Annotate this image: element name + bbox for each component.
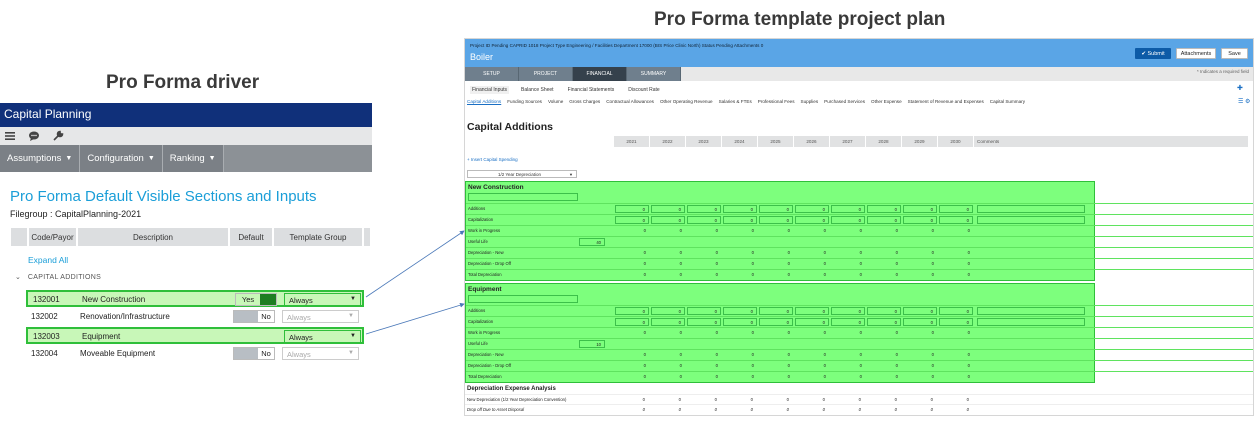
attachments-button[interactable]: Attachments bbox=[1176, 48, 1216, 59]
value-input[interactable]: 0 bbox=[687, 205, 721, 213]
value-cell: 0 bbox=[787, 374, 790, 379]
value-cell: 0 bbox=[931, 374, 934, 379]
value-input[interactable]: 0 bbox=[831, 307, 865, 315]
tab-project[interactable]: PROJECT bbox=[519, 67, 573, 81]
value-cell: 0 bbox=[858, 407, 861, 412]
add-icon[interactable]: ✚ bbox=[1237, 85, 1243, 92]
value-cell: 0 bbox=[751, 250, 754, 255]
value-cell: 0 bbox=[787, 250, 790, 255]
value-cell: 0 bbox=[895, 272, 898, 277]
grid-row bbox=[466, 258, 1254, 269]
value-input[interactable]: 0 bbox=[651, 205, 685, 213]
analysis-row bbox=[465, 404, 1254, 414]
year-header bbox=[614, 136, 1249, 147]
value-cell: 0 bbox=[751, 363, 754, 368]
value-cell: 0 bbox=[786, 407, 789, 412]
arrow-new-construction bbox=[366, 231, 464, 297]
section-link[interactable]: Supplies bbox=[800, 99, 819, 104]
value-cell: 0 bbox=[643, 272, 646, 277]
year-col: 2024 bbox=[722, 136, 758, 147]
value-cell: 0 bbox=[859, 363, 862, 368]
value-cell: 0 bbox=[751, 272, 754, 277]
value-cell: 0 bbox=[967, 250, 970, 255]
row-label: Capitalization bbox=[468, 217, 494, 222]
comment-input[interactable] bbox=[977, 318, 1085, 326]
row-description: Renovation/Infrastructure bbox=[80, 312, 170, 321]
section-link[interactable]: Salaries & FTEs bbox=[718, 99, 752, 104]
grid-row bbox=[466, 316, 1254, 327]
value-cell: 0 bbox=[967, 272, 970, 277]
table-row bbox=[26, 346, 364, 363]
section-link[interactable]: Purchased Services bbox=[824, 99, 866, 104]
analysis-label: New Depreciation (1/2 Year Depreciation Convention) bbox=[467, 397, 567, 402]
value-cell: 0 bbox=[787, 228, 790, 233]
value-cell: 0 bbox=[930, 407, 933, 412]
value-cell: 0 bbox=[823, 261, 826, 266]
value-cell: 0 bbox=[823, 330, 826, 335]
template-group-select[interactable]: Always ▼ bbox=[282, 310, 359, 323]
menu-configuration[interactable]: Configuration ▼ bbox=[80, 145, 162, 172]
save-button[interactable]: Save bbox=[1221, 48, 1248, 59]
section-link[interactable]: Volume bbox=[547, 99, 564, 104]
value-cell: 0 bbox=[643, 250, 646, 255]
app-toolbar bbox=[0, 127, 372, 145]
list-icon[interactable]: ☰ ⚙ bbox=[1238, 99, 1251, 105]
value-input[interactable]: 0 bbox=[651, 216, 685, 224]
section-link[interactable]: Capital Summary bbox=[989, 99, 1026, 104]
check-icon: ✔ bbox=[1141, 50, 1148, 57]
header-code: Code/Payor bbox=[29, 228, 78, 246]
value-input[interactable]: 0 bbox=[687, 307, 721, 315]
value-input[interactable]: 0 bbox=[795, 216, 829, 224]
row-code: 132004 bbox=[31, 349, 58, 358]
depreciation-analysis-title: Depreciation Expense Analysis bbox=[467, 386, 556, 392]
value-input[interactable]: 0 bbox=[867, 205, 901, 213]
value-cell: 0 bbox=[930, 397, 933, 402]
grid-row bbox=[466, 225, 1254, 236]
value-cell: 0 bbox=[751, 261, 754, 266]
value-cell: 0 bbox=[894, 397, 897, 402]
dropdown-arrow-icon: ▼ bbox=[350, 333, 356, 339]
value-input[interactable]: 0 bbox=[795, 205, 829, 213]
value-cell: 0 bbox=[787, 363, 790, 368]
value-cell: 0 bbox=[715, 363, 718, 368]
default-toggle[interactable]: No bbox=[233, 310, 275, 323]
main-menu-bar bbox=[0, 145, 372, 172]
section-link[interactable]: Capital Additions bbox=[467, 99, 502, 104]
value-input[interactable]: 0 bbox=[759, 216, 793, 224]
value-cell: 0 bbox=[859, 261, 862, 266]
tab-financial[interactable]: FINANCIAL bbox=[573, 67, 627, 81]
value-input[interactable]: 0 bbox=[903, 216, 937, 224]
template-group-select[interactable]: Always ▼ bbox=[282, 347, 359, 360]
value-cell: 0 bbox=[751, 330, 754, 335]
value-cell: 0 bbox=[823, 250, 826, 255]
project-name: Boiler bbox=[470, 52, 494, 62]
chevron-down-icon: ⌄ bbox=[15, 274, 22, 281]
caret-down-icon: ▼ bbox=[147, 155, 155, 162]
value-cell: 0 bbox=[895, 330, 898, 335]
value-cell: 0 bbox=[715, 250, 718, 255]
row-label: Additions bbox=[468, 308, 486, 313]
value-input[interactable]: 0 bbox=[795, 318, 829, 326]
value-cell: 0 bbox=[750, 397, 753, 402]
comment-input[interactable] bbox=[977, 216, 1085, 224]
row-label: Depreciation - Drop Off bbox=[468, 261, 511, 266]
header-default: Default bbox=[230, 228, 274, 246]
value-cell: 0 bbox=[715, 261, 718, 266]
block-name-input[interactable] bbox=[468, 193, 578, 201]
row-code: 132001 bbox=[33, 295, 60, 304]
row-code: 132003 bbox=[33, 332, 60, 341]
caret-down-icon: ▼ bbox=[65, 155, 73, 162]
value-cell: 0 bbox=[967, 363, 970, 368]
year-col: 2030 bbox=[938, 136, 974, 147]
value-cell: 0 bbox=[967, 330, 970, 335]
app-title: Capital Planning bbox=[4, 107, 92, 121]
value-cell: 0 bbox=[931, 352, 934, 357]
value-input[interactable]: 0 bbox=[687, 216, 721, 224]
dropdown-arrow-icon: ▼ bbox=[348, 313, 354, 319]
value-cell: 0 bbox=[751, 228, 754, 233]
grid-row bbox=[466, 349, 1254, 360]
value-cell: 0 bbox=[751, 374, 754, 379]
value-cell: 0 bbox=[895, 228, 898, 233]
row-description: New Construction bbox=[82, 295, 146, 304]
value-cell: 0 bbox=[967, 374, 970, 379]
table-row bbox=[26, 290, 364, 307]
value-cell: 0 bbox=[715, 330, 718, 335]
menu-assumptions[interactable]: Assumptions ▼ bbox=[0, 145, 80, 172]
comments-col: Comments bbox=[974, 136, 1249, 147]
value-input[interactable]: 0 bbox=[615, 205, 649, 213]
value-cell: 0 bbox=[823, 374, 826, 379]
value-input[interactable]: 0 bbox=[939, 205, 973, 213]
value-input[interactable]: 0 bbox=[615, 307, 649, 315]
value-cell: 0 bbox=[643, 330, 646, 335]
subtab-discount-rate[interactable]: Discount Rate bbox=[628, 87, 660, 93]
grid-row bbox=[466, 203, 1254, 214]
filegroup-label: Filegroup : CapitalPlanning-2021 bbox=[10, 209, 142, 219]
value-cell: 0 bbox=[679, 363, 682, 368]
value-cell: 0 bbox=[679, 261, 682, 266]
year-col: 2021 bbox=[614, 136, 650, 147]
template-panel-title: Pro Forma template project plan bbox=[654, 9, 946, 30]
value-cell: 0 bbox=[895, 261, 898, 266]
value-input[interactable]: 0 bbox=[939, 216, 973, 224]
value-input[interactable]: 0 bbox=[831, 318, 865, 326]
value-cell: 0 bbox=[643, 261, 646, 266]
value-input[interactable]: 0 bbox=[903, 205, 937, 213]
insert-capital-spending-link[interactable]: + Insert Capital Spending bbox=[467, 157, 518, 162]
value-input[interactable]: 0 bbox=[831, 216, 865, 224]
value-input[interactable]: 0 bbox=[651, 307, 685, 315]
value-cell: 0 bbox=[966, 407, 969, 412]
row-label: Useful Life bbox=[468, 341, 488, 346]
value-cell: 0 bbox=[859, 272, 862, 277]
value-cell: 0 bbox=[931, 228, 934, 233]
header-description: Description bbox=[78, 228, 230, 246]
grid-row bbox=[466, 360, 1254, 371]
value-cell: 0 bbox=[715, 374, 718, 379]
value-cell: 0 bbox=[715, 352, 718, 357]
chat-icon[interactable] bbox=[28, 130, 40, 142]
value-cell: 0 bbox=[678, 407, 681, 412]
value-cell: 0 bbox=[858, 397, 861, 402]
row-description: Equipment bbox=[82, 332, 121, 341]
row-label: Useful Life bbox=[468, 239, 488, 244]
row-label: Capitalization bbox=[468, 319, 494, 324]
value-input[interactable]: 0 bbox=[867, 216, 901, 224]
value-cell: 0 bbox=[786, 397, 789, 402]
main-tabs bbox=[465, 67, 1254, 81]
value-cell: 0 bbox=[822, 397, 825, 402]
comment-input[interactable] bbox=[977, 307, 1085, 315]
value-input[interactable]: 0 bbox=[723, 307, 757, 315]
year-col: 2029 bbox=[902, 136, 938, 147]
value-cell: 0 bbox=[643, 352, 646, 357]
value-input[interactable]: 0 bbox=[687, 318, 721, 326]
value-cell: 0 bbox=[751, 352, 754, 357]
grid-row bbox=[466, 327, 1254, 338]
row-label: Depreciation - Drop Off bbox=[468, 363, 511, 368]
caret-down-icon: ▼ bbox=[208, 155, 216, 162]
table-row bbox=[26, 309, 364, 326]
grid-row bbox=[466, 371, 1254, 382]
section-link[interactable]: Statement of Revenue and Expenses bbox=[907, 99, 984, 104]
expand-all-link[interactable]: Expand All bbox=[28, 255, 69, 265]
section-link[interactable]: Other Expense bbox=[871, 99, 902, 104]
value-input[interactable]: 0 bbox=[615, 216, 649, 224]
value-input[interactable]: 0 bbox=[867, 318, 901, 326]
new-construction-block bbox=[465, 181, 1095, 281]
year-col: 2027 bbox=[830, 136, 866, 147]
grid-row bbox=[466, 269, 1254, 280]
row-label: Depreciation - New bbox=[468, 352, 504, 357]
value-cell: 0 bbox=[678, 397, 681, 402]
tab-summary[interactable]: SUMMARY bbox=[627, 67, 681, 81]
value-cell: 0 bbox=[967, 261, 970, 266]
value-cell: 0 bbox=[643, 363, 646, 368]
submit-button[interactable]: ✔ Submit bbox=[1135, 48, 1171, 59]
value-cell: 0 bbox=[967, 352, 970, 357]
value-cell: 0 bbox=[822, 407, 825, 412]
value-input[interactable]: 0 bbox=[651, 318, 685, 326]
value-cell: 0 bbox=[642, 407, 645, 412]
value-cell: 0 bbox=[895, 374, 898, 379]
value-cell: 0 bbox=[643, 228, 646, 233]
default-toggle[interactable]: No bbox=[233, 347, 275, 360]
value-cell: 0 bbox=[859, 330, 862, 335]
grid-row bbox=[466, 236, 1254, 247]
row-label: Total Depreciation bbox=[468, 374, 502, 379]
value-input[interactable]: 0 bbox=[723, 216, 757, 224]
value-input[interactable]: 0 bbox=[867, 307, 901, 315]
project-header bbox=[465, 39, 1254, 67]
section-link[interactable]: Funding Sources bbox=[507, 99, 542, 104]
row-label: Depreciation - New bbox=[468, 250, 504, 255]
value-cell: 0 bbox=[895, 352, 898, 357]
section-nav bbox=[467, 99, 1025, 104]
dropdown-arrow-icon: ▼ bbox=[348, 350, 354, 356]
grid-row bbox=[466, 338, 1254, 349]
value-cell: 0 bbox=[679, 352, 682, 357]
subtab-financial-inputs[interactable]: Financial Inputs bbox=[472, 87, 508, 93]
value-cell: 0 bbox=[642, 397, 645, 402]
page-heading: Pro Forma Default Visible Sections and Inputs bbox=[10, 188, 317, 205]
year-col: 2028 bbox=[866, 136, 902, 147]
project-meta: Project ID Pending CAPRID 1018 Project Type Engineering / Facilities Department 17000 (BIS Price Clinic North) Status Pending Attachments 0 bbox=[470, 43, 764, 48]
value-cell: 0 bbox=[787, 330, 790, 335]
value-cell: 0 bbox=[679, 228, 682, 233]
dropdown-arrow-icon: ▼ bbox=[350, 296, 356, 302]
section-link[interactable]: Other Operating Revenue bbox=[659, 99, 713, 104]
value-cell: 0 bbox=[931, 250, 934, 255]
year-col: 2023 bbox=[686, 136, 722, 147]
block-name-input[interactable] bbox=[468, 295, 578, 303]
value-cell: 0 bbox=[787, 261, 790, 266]
template-group-select[interactable]: Always ▼ bbox=[284, 330, 361, 343]
value-cell: 0 bbox=[643, 374, 646, 379]
project-plan-window bbox=[464, 38, 1254, 416]
value-cell: 0 bbox=[823, 272, 826, 277]
default-toggle[interactable]: Yes bbox=[235, 293, 277, 306]
value-cell: 0 bbox=[679, 374, 682, 379]
value-cell: 0 bbox=[823, 352, 826, 357]
arrow-equipment bbox=[366, 304, 464, 334]
value-cell: 0 bbox=[966, 397, 969, 402]
block-title: Equipment bbox=[468, 286, 502, 293]
value-cell: 0 bbox=[859, 228, 862, 233]
value-cell: 0 bbox=[931, 330, 934, 335]
driver-panel-title: Pro Forma driver bbox=[106, 72, 260, 93]
value-cell: 0 bbox=[859, 352, 862, 357]
value-cell: 0 bbox=[895, 363, 898, 368]
row-label: Work in Progress bbox=[468, 330, 501, 335]
section-heading: Capital Additions bbox=[467, 121, 553, 133]
useful-life-input[interactable]: 40 bbox=[579, 238, 605, 246]
block-title: New Construction bbox=[468, 184, 524, 191]
required-note: * Indicates a required field bbox=[1197, 69, 1250, 74]
year-col: 2022 bbox=[650, 136, 686, 147]
value-input[interactable]: 0 bbox=[723, 318, 757, 326]
value-input[interactable]: 0 bbox=[831, 205, 865, 213]
subtab-balance-sheet[interactable]: Balance Sheet bbox=[521, 87, 554, 93]
value-cell: 0 bbox=[715, 272, 718, 277]
value-cell: 0 bbox=[679, 272, 682, 277]
row-code: 132002 bbox=[31, 312, 58, 321]
value-input[interactable]: 0 bbox=[759, 318, 793, 326]
value-cell: 0 bbox=[967, 228, 970, 233]
value-cell: 0 bbox=[859, 250, 862, 255]
value-cell: 0 bbox=[679, 330, 682, 335]
grid-row bbox=[466, 247, 1254, 258]
value-cell: 0 bbox=[823, 228, 826, 233]
wrench-icon[interactable] bbox=[52, 130, 64, 142]
subtab-financial-statements[interactable]: Financial Statements bbox=[567, 87, 615, 93]
equipment-block bbox=[465, 283, 1095, 383]
value-cell: 0 bbox=[859, 374, 862, 379]
value-input[interactable]: 0 bbox=[795, 307, 829, 315]
year-col: 2025 bbox=[758, 136, 794, 147]
useful-life-input[interactable]: 10 bbox=[579, 340, 605, 348]
dropdown-arrow-icon: ▼ bbox=[569, 172, 573, 177]
menu-ranking[interactable]: Ranking ▼ bbox=[163, 145, 224, 172]
row-label: Additions bbox=[468, 206, 486, 211]
value-cell: 0 bbox=[787, 272, 790, 277]
value-cell: 0 bbox=[823, 363, 826, 368]
value-input[interactable]: 0 bbox=[759, 307, 793, 315]
section-link[interactable]: Professional Fees bbox=[757, 99, 795, 104]
grid-row bbox=[466, 305, 1254, 316]
value-input[interactable]: 0 bbox=[903, 318, 937, 326]
value-input[interactable]: 0 bbox=[615, 318, 649, 326]
value-input[interactable]: 0 bbox=[759, 205, 793, 213]
value-cell: 0 bbox=[750, 407, 753, 412]
value-cell: 0 bbox=[714, 407, 717, 412]
financial-subtabs bbox=[465, 86, 662, 94]
analysis-row bbox=[465, 394, 1254, 404]
row-label: Work in Progress bbox=[468, 228, 501, 233]
analysis-label: Drop off Due to Asset Disposal bbox=[467, 407, 525, 412]
value-input[interactable]: 0 bbox=[723, 205, 757, 213]
table-header bbox=[11, 228, 372, 246]
tab-setup[interactable]: SETUP bbox=[465, 67, 519, 81]
template-group-select[interactable]: Always ▼ bbox=[284, 293, 361, 306]
header-extra bbox=[364, 228, 372, 246]
value-input[interactable]: 0 bbox=[939, 307, 973, 315]
menu-icon[interactable] bbox=[4, 130, 16, 142]
section-link[interactable]: Contractual Allowances bbox=[606, 99, 654, 104]
grid-row bbox=[466, 214, 1254, 225]
value-cell: 0 bbox=[714, 397, 717, 402]
header-spacer bbox=[11, 228, 29, 246]
depreciation-select[interactable]: 1/2 Year Depreciation ▼ bbox=[467, 170, 577, 178]
value-cell: 0 bbox=[679, 250, 682, 255]
value-input[interactable]: 0 bbox=[939, 318, 973, 326]
value-input[interactable]: 0 bbox=[903, 307, 937, 315]
app-title-bar bbox=[0, 103, 372, 127]
row-label: Total Depreciation bbox=[468, 272, 502, 277]
row-description: Moveable Equipment bbox=[80, 349, 156, 358]
table-row bbox=[26, 327, 364, 344]
header-template-group: Template Group bbox=[274, 228, 364, 246]
value-cell: 0 bbox=[931, 272, 934, 277]
value-cell: 0 bbox=[787, 352, 790, 357]
year-col: 2026 bbox=[794, 136, 830, 147]
value-cell: 0 bbox=[715, 228, 718, 233]
value-cell: 0 bbox=[894, 407, 897, 412]
value-cell: 0 bbox=[931, 363, 934, 368]
section-link[interactable]: Gross Charges bbox=[569, 99, 601, 104]
comment-input[interactable] bbox=[977, 205, 1085, 213]
value-cell: 0 bbox=[895, 250, 898, 255]
section-capital-additions[interactable]: ⌄ CAPITAL ADDITIONS bbox=[15, 274, 102, 281]
value-cell: 0 bbox=[931, 261, 934, 266]
